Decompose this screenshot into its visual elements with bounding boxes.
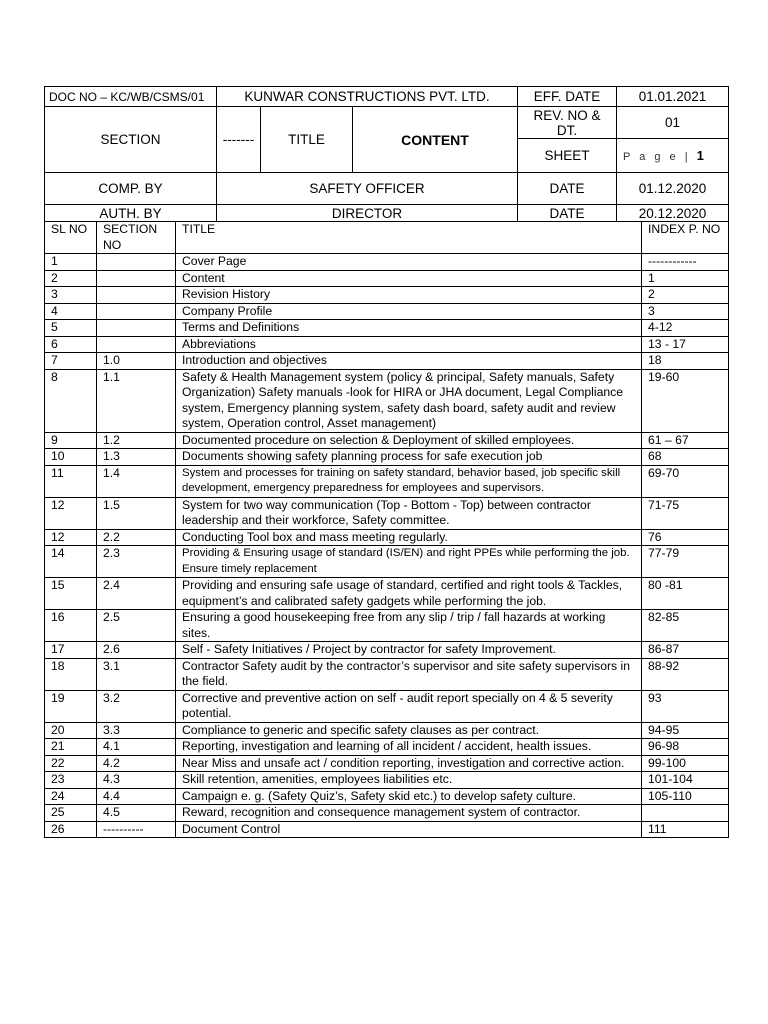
index-page-cell: 96-98 [642, 739, 729, 756]
index-page-cell: 61 – 67 [642, 432, 729, 449]
table-row [45, 287, 729, 304]
comp-date-value: 01.12.2020 [617, 173, 729, 205]
table-row [45, 336, 729, 353]
title-cell: Contractor Safety audit by the contractor’s supervisor and site safety supervisors in the field. [176, 658, 642, 690]
title-cell: System for two way communication (Top - Bottom - Top) between contractor leadership and their workforce, Safety committee. [176, 497, 642, 529]
eff-date-label: EFF. DATE [518, 87, 617, 107]
table-row [45, 610, 729, 642]
title-cell: Company Profile [176, 303, 642, 320]
section-no-cell [97, 303, 176, 320]
index-page-cell: 77-79 [642, 546, 729, 578]
index-page-cell [642, 805, 729, 822]
auth-date-value: 20.12.2020 [617, 205, 729, 222]
index-page-cell: 80 -81 [642, 578, 729, 610]
index-page-cell: 13 - 17 [642, 336, 729, 353]
column-header-index-page: INDEX P. NO [642, 222, 729, 254]
column-header-title: TITLE [176, 222, 642, 254]
section-no-cell: 2.6 [97, 642, 176, 659]
index-page-cell: 101-104 [642, 772, 729, 789]
index-page-cell: 71-75 [642, 497, 729, 529]
index-page-cell: 94-95 [642, 722, 729, 739]
section-no-cell: 1.4 [97, 465, 176, 497]
table-row [45, 529, 729, 546]
auth-by-label: AUTH. BY [45, 205, 217, 222]
index-page-cell: ------------ [642, 254, 729, 271]
section-no-cell: 4.1 [97, 739, 176, 756]
sl-no-cell: 11 [45, 465, 97, 497]
title-cell: Corrective and preventive action on self - audit report specially on 4 & 5 severity potential. [176, 690, 642, 722]
sl-no-cell: 20 [45, 722, 97, 739]
table-row [45, 546, 729, 578]
section-no-cell: 4.5 [97, 805, 176, 822]
section-no-cell: 4.2 [97, 755, 176, 772]
title-cell: Ensuring a good housekeeping free from any slip / trip / fall hazards at working sites. [176, 610, 642, 642]
sl-no-cell: 10 [45, 449, 97, 466]
sl-no-cell: 2 [45, 270, 97, 287]
title-cell: Providing and ensuring safe usage of standard, certified and right tools & Tackles, equipment’s and calibrated safety gadgets while performing the job. [176, 578, 642, 610]
sl-no-cell: 3 [45, 287, 97, 304]
index-page-cell: 93 [642, 690, 729, 722]
table-row [45, 497, 729, 529]
section-no-cell: 3.2 [97, 690, 176, 722]
sl-no-cell: 7 [45, 353, 97, 370]
index-page-cell: 68 [642, 449, 729, 466]
title-cell: Abbreviations [176, 336, 642, 353]
index-page-cell: 111 [642, 821, 729, 838]
table-row [45, 805, 729, 822]
section-no-cell: 2.3 [97, 546, 176, 578]
index-page-cell: 18 [642, 353, 729, 370]
index-page-cell: 82-85 [642, 610, 729, 642]
index-page-cell: 76 [642, 529, 729, 546]
sl-no-cell: 6 [45, 336, 97, 353]
section-no-cell: 3.3 [97, 722, 176, 739]
section-no-cell: 4.4 [97, 788, 176, 805]
page-indicator [617, 139, 729, 173]
sl-no-cell: 15 [45, 578, 97, 610]
sl-no-cell: 16 [45, 610, 97, 642]
table-row [45, 821, 729, 838]
sl-no-cell: 9 [45, 432, 97, 449]
table-row [45, 449, 729, 466]
sheet-label: SHEET [518, 139, 617, 173]
section-label: SECTION [45, 107, 217, 173]
table-row [45, 722, 729, 739]
index-page-cell: 105-110 [642, 788, 729, 805]
contents-body [45, 254, 729, 838]
index-page-cell: 3 [642, 303, 729, 320]
section-value: ------- [217, 107, 261, 173]
title-cell: Terms and Definitions [176, 320, 642, 337]
sl-no-cell: 17 [45, 642, 97, 659]
contents-header-row [45, 222, 729, 254]
table-row [45, 303, 729, 320]
section-no-cell [97, 287, 176, 304]
section-no-cell: 1.1 [97, 369, 176, 432]
title-cell: Document Control [176, 821, 642, 838]
doc-number: DOC NO – KC/WB/CSMS/01 [45, 87, 217, 107]
table-row [45, 658, 729, 690]
title-cell: Safety & Health Management system (policy & principal, Safety manuals, Safety Organization) Safety manuals -look for HIRA or JHA document, Legal Compliance system, Emergency planning system, safety dash board, safety audit and review system, Operation control, Asset management) [176, 369, 642, 432]
title-cell: Campaign e. g. (Safety Quiz’s, Safety skid etc.) to develop safety culture. [176, 788, 642, 805]
section-no-cell: 2.2 [97, 529, 176, 546]
auth-by-value: DIRECTOR [217, 205, 518, 222]
rev-label: REV. NO & DT. [518, 107, 617, 139]
title-cell: Skill retention, amenities, employees liabilities etc. [176, 772, 642, 789]
table-row [45, 788, 729, 805]
column-header-section-no: SECTION NO [97, 222, 176, 254]
title-cell: Content [176, 270, 642, 287]
table-row [45, 320, 729, 337]
index-page-cell: 19-60 [642, 369, 729, 432]
section-no-cell [97, 270, 176, 287]
section-no-cell: 2.4 [97, 578, 176, 610]
section-no-cell: 1.5 [97, 497, 176, 529]
index-page-cell: 99-100 [642, 755, 729, 772]
index-page-cell: 2 [642, 287, 729, 304]
table-row [45, 755, 729, 772]
header-table [44, 86, 729, 222]
sl-no-cell: 8 [45, 369, 97, 432]
index-page-cell: 88-92 [642, 658, 729, 690]
title-cell: Reward, recognition and consequence management system of contractor. [176, 805, 642, 822]
section-no-cell [97, 336, 176, 353]
section-no-cell: 4.3 [97, 772, 176, 789]
title-cell: System and processes for training on safety standard, behavior based, job specific skill development, emergency preparedness for employees and supervisors. [176, 465, 642, 497]
sl-no-cell: 25 [45, 805, 97, 822]
title-cell: Providing & Ensuring usage of standard (IS/EN) and right PPEs while performing the job. Ensure timely replacement [176, 546, 642, 578]
table-row [45, 270, 729, 287]
index-page-cell: 4-12 [642, 320, 729, 337]
title-cell: Documents showing safety planning process for safe execution job [176, 449, 642, 466]
title-label: TITLE [261, 107, 353, 173]
table-row [45, 690, 729, 722]
section-no-cell: 1.0 [97, 353, 176, 370]
title-value: CONTENT [353, 107, 518, 173]
index-page-cell: 86-87 [642, 642, 729, 659]
section-no-cell: ---------- [97, 821, 176, 838]
table-row [45, 353, 729, 370]
company-name: KUNWAR CONSTRUCTIONS PVT. LTD. [217, 87, 518, 107]
rev-value: 01 [617, 107, 729, 139]
section-no-cell: 2.5 [97, 610, 176, 642]
comp-by-label: COMP. BY [45, 173, 217, 205]
title-cell: Conducting Tool box and mass meeting regularly. [176, 529, 642, 546]
contents-table [44, 221, 729, 838]
sl-no-cell: 5 [45, 320, 97, 337]
document-page [44, 86, 728, 838]
page-number: 1 [696, 148, 704, 163]
title-cell: Documented procedure on selection & Deployment of skilled employees. [176, 432, 642, 449]
sl-no-cell: 23 [45, 772, 97, 789]
sl-no-cell: 21 [45, 739, 97, 756]
sl-no-cell: 14 [45, 546, 97, 578]
section-no-cell: 3.1 [97, 658, 176, 690]
title-cell: Reporting, investigation and learning of all incident / accident, health issues. [176, 739, 642, 756]
section-no-cell: 1.2 [97, 432, 176, 449]
column-header-sl-no: SL NO [45, 222, 97, 254]
sl-no-cell: 18 [45, 658, 97, 690]
comp-date-label: DATE [518, 173, 617, 205]
sl-no-cell: 12 [45, 529, 97, 546]
sl-no-cell: 19 [45, 690, 97, 722]
section-no-cell [97, 254, 176, 271]
index-page-cell: 69-70 [642, 465, 729, 497]
title-cell: Compliance to generic and specific safety clauses as per contract. [176, 722, 642, 739]
sl-no-cell: 12 [45, 497, 97, 529]
section-no-cell [97, 320, 176, 337]
table-row [45, 465, 729, 497]
sl-no-cell: 26 [45, 821, 97, 838]
title-cell: Introduction and objectives [176, 353, 642, 370]
table-row [45, 642, 729, 659]
table-row [45, 254, 729, 271]
title-cell: Revision History [176, 287, 642, 304]
comp-by-value: SAFETY OFFICER [217, 173, 518, 205]
index-page-cell: 1 [642, 270, 729, 287]
auth-date-label: DATE [518, 205, 617, 222]
table-row [45, 772, 729, 789]
sl-no-cell: 4 [45, 303, 97, 320]
title-cell: Near Miss and unsafe act / condition reporting, investigation and corrective action. [176, 755, 642, 772]
title-cell: Cover Page [176, 254, 642, 271]
sl-no-cell: 22 [45, 755, 97, 772]
page-word: P a g e | [623, 151, 691, 163]
sl-no-cell: 1 [45, 254, 97, 271]
sl-no-cell: 24 [45, 788, 97, 805]
table-row [45, 432, 729, 449]
table-row [45, 739, 729, 756]
title-cell: Self - Safety Initiatives / Project by contractor for safety Improvement. [176, 642, 642, 659]
table-row [45, 369, 729, 432]
table-row [45, 578, 729, 610]
eff-date-value: 01.01.2021 [617, 87, 729, 107]
section-no-cell: 1.3 [97, 449, 176, 466]
